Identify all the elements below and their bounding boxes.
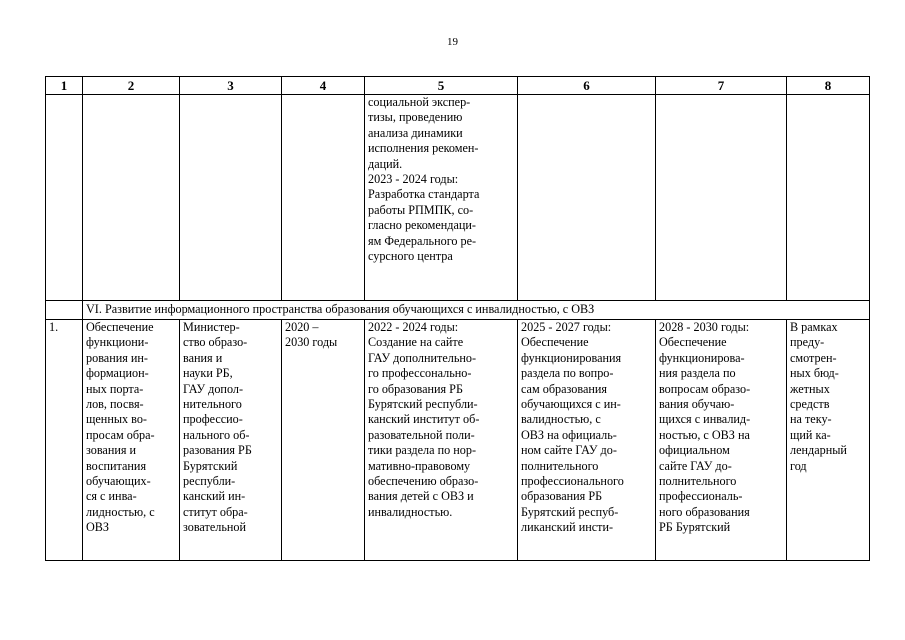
column-header: 2 bbox=[83, 77, 180, 95]
column-header: 5 bbox=[365, 77, 518, 95]
row-number: 1. bbox=[46, 320, 83, 561]
table-cell bbox=[83, 95, 180, 301]
executor-cell: Министер- ство образо- вания и науки РБ, ГАУ допол- нительного профессио- нального об- разования РБ Бурятский республи- канский ин- ститут обра- зовательной bbox=[180, 320, 282, 561]
continuation-stage-cell: социальной экспер- тизы, проведению анализа динамики исполнения рекомен- даций. 2023 - 2024 годы: Разработка стандарта работы РПМПК, со- гласно рекомендаци- ям Федерального ре- сурсного центра bbox=[365, 95, 518, 301]
table-cell bbox=[180, 95, 282, 301]
header-row bbox=[46, 77, 870, 95]
funding-cell: В рамках преду- смотрен- ных бюд- жетных средств на теку- щий ка- лендарный год bbox=[787, 320, 870, 561]
table-cell bbox=[518, 95, 656, 301]
period-cell: 2020 – 2030 годы bbox=[282, 320, 365, 561]
event-cell: Обеспечение функциони- рования ин- формацион- ных порта- лов, посвя- щенных во- просам обра- зования и воспитания обучающих- ся с инва- лидностью, с ОВЗ bbox=[83, 320, 180, 561]
stage-1-cell: 2022 - 2024 годы: Создание на сайте ГАУ дополнительно- го профессонально- го образования РБ Бурятский республи- канский институт об- разовательной поли- тики раздела по нор- мативно-правовому обеспечению образо- вания детей с ОВЗ и инвалидностью. bbox=[365, 320, 518, 561]
table-cell bbox=[46, 301, 83, 320]
table-cell bbox=[787, 95, 870, 301]
table-row bbox=[46, 320, 870, 561]
table-cell bbox=[656, 95, 787, 301]
column-header: 4 bbox=[282, 77, 365, 95]
stage-2-cell: 2025 - 2027 годы: Обеспечение функционирования раздела по вопро- сам образования обучающихся с ин- валидностью, с ОВЗ на официаль- ном сайте ГАУ до- полнительного профессионального образования РБ Бурятский респуб- ликанский инсти- bbox=[518, 320, 656, 561]
continuation-row bbox=[46, 95, 870, 301]
column-header: 8 bbox=[787, 77, 870, 95]
section-title: VI. Развитие информационного пространства образования обучающихся с инвалидностью, с ОВЗ bbox=[83, 301, 870, 320]
section-row bbox=[46, 301, 870, 320]
table-cell bbox=[46, 95, 83, 301]
stage-3-cell: 2028 - 2030 годы: Обеспечение функционирова- ния раздела по вопросам образо- вания обучаю- щихся с инвалид- ностью, с ОВЗ на официальном сайте ГАУ до- полнительного профессиональ- ного образования РБ Бурятский bbox=[656, 320, 787, 561]
column-header: 1 bbox=[46, 77, 83, 95]
page-number: 19 bbox=[447, 36, 458, 48]
column-header: 6 bbox=[518, 77, 656, 95]
column-header: 3 bbox=[180, 77, 282, 95]
plan-table bbox=[45, 76, 870, 561]
table-cell bbox=[282, 95, 365, 301]
column-header: 7 bbox=[656, 77, 787, 95]
